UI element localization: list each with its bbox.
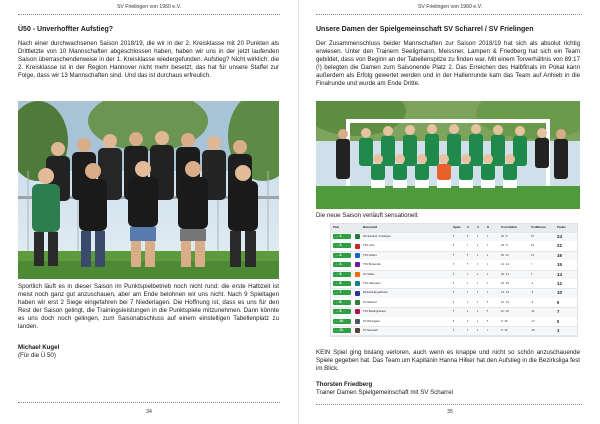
team-photo-u50 — [18, 101, 279, 279]
table-cell: 0 — [487, 244, 489, 248]
table-cell: 11 : 22 — [501, 310, 509, 314]
table-header-cell: Platz — [333, 226, 340, 229]
team-name: SV Weetzen — [363, 300, 378, 304]
table-header-cell: Spiele — [453, 226, 461, 229]
page-header: SV Frielingen von 1960 e.V. — [116, 4, 182, 10]
position-badge: → 9. — [333, 309, 351, 314]
team-name: SV Velber — [363, 272, 375, 276]
table-header-cell: N — [487, 226, 489, 229]
table-header-cell: U — [477, 226, 479, 229]
table-cell: 9 — [557, 299, 560, 305]
team-crest-icon — [355, 328, 360, 333]
table-cell: 14 : 19 — [501, 291, 509, 295]
footer-rule — [18, 402, 280, 403]
table-cell: 2 — [467, 310, 469, 314]
table-cell: 4 — [487, 282, 489, 285]
team-name: TSV Goltern — [363, 253, 378, 257]
table-cell: 1 — [557, 328, 560, 333]
team-crest-icon — [355, 253, 360, 258]
article-title: Unsere Damen der Spielgemeinschaft SV Scharrel / SV Frielingen — [316, 26, 534, 33]
table-cell: 10 — [557, 290, 562, 296]
table-cell: 8 — [453, 291, 455, 295]
position-badge: → 1. — [333, 234, 351, 239]
article-title: Ü50 - Unverhoffter Aufstieg? — [18, 26, 114, 33]
paragraph: Der Zusammenschluss beider Mannschaften zur Saison 2018/19 hat sich als absolut richtig erwiesen. Unter den Trainern Seeligmann, Meissner, Lampen & Friedberg hat sich ein Team gebildet, dass von Beginn an der Tabellenspitze zu finden war. Mit einem Torverhältnis von 89:17 (!) belegten die Damen zum Saisonende Platz 2. Das Erreichen des Halbfinals im Pokal kann außerdem als Erfolg gewertet werden und in der Hallenrunde kam das Team auf Anhieb in die Finalrunde und wurde am Ende Dritte. — [316, 40, 580, 87]
table-cell: 1 — [477, 329, 479, 332]
team-photo-damen-image — [316, 101, 580, 209]
table-cell: 12 — [557, 281, 562, 286]
table-cell: 9 : 26 — [501, 319, 508, 323]
article-intro — [18, 40, 279, 80]
left-page — [0, 0, 299, 424]
table-cell: 16 : 18 — [501, 282, 509, 285]
table-cell: 8 — [453, 272, 455, 276]
team-crest-icon — [355, 262, 360, 267]
position-badge: → 10. — [333, 319, 351, 324]
position-badge: → 5. — [333, 272, 351, 277]
author-block — [316, 381, 453, 397]
table-cell: 4 — [467, 282, 469, 285]
table-cell: 8 — [453, 329, 455, 332]
table-cell: 2 — [487, 253, 489, 257]
team-crest-icon — [355, 272, 360, 277]
standings-table — [330, 223, 578, 337]
table-cell: 1 — [477, 291, 479, 295]
position-badge: → 7. — [333, 290, 351, 295]
table-cell: 33 : 9 — [501, 244, 508, 248]
position-badge: → 4. — [333, 262, 351, 267]
position-badge: → 11. — [333, 328, 351, 333]
table-cell: 8 — [467, 235, 469, 238]
team-crest-icon — [355, 291, 360, 296]
table-cell: 24 — [531, 244, 534, 248]
table-cell: 8 — [453, 263, 455, 267]
team-name: TSV Barsinghausen — [363, 310, 387, 314]
table-cell: 8 — [453, 244, 455, 248]
table-cell: 1 — [477, 244, 479, 248]
table-cell: 7 — [467, 244, 469, 248]
table-cell: 2 — [477, 272, 479, 276]
page-number: 34 — [146, 409, 152, 415]
table-cell: 5 — [487, 310, 489, 314]
author-name: Thorsten Friedberg — [316, 381, 373, 388]
team-crest-icon — [355, 244, 360, 249]
table-cell: 2 — [487, 272, 489, 276]
position-badge: → 8. — [333, 300, 351, 305]
team-name: Eintracht Engelbostel — [363, 291, 388, 295]
table-cell: 5 — [487, 319, 489, 323]
table-cell: 14 — [531, 253, 534, 257]
table-cell: 5 — [467, 253, 469, 257]
right-page — [300, 0, 600, 424]
author-role: (Für die Ü 50) — [18, 351, 56, 359]
table-cell: 21 : 14 — [501, 263, 509, 267]
table-cell: 7 — [557, 309, 560, 315]
table-cell: 8 — [453, 235, 455, 238]
table-cell: 7 — [487, 329, 489, 332]
table-cell: 0 — [477, 235, 479, 238]
team-crest-icon — [355, 281, 360, 286]
table-cell: 5 — [467, 263, 469, 267]
article-intro — [316, 40, 580, 87]
table-cell: 1 — [467, 319, 469, 323]
team-name: SG Scharrel / Frielingen — [363, 235, 391, 238]
table-header-cell: Punkte — [557, 226, 566, 229]
table-header-cell: Mannschaft — [363, 226, 378, 229]
paragraph: Nach einer durchwachsenen Saison 2018/19, die wir in der 2. Kreisklasse mit 20 Punkten als Drittletzte von 10 Mannschaften abgeschlossen haben, haben wir uns in der jetzt laufenden Saison überraschenderweise in der 1. Kreisklasse wiedergefunden. Aufstieg? Nicht wirklich: die 2. Kreisklasse ist in der Region Hannover nicht mehr besetzt; das hat für unsere Staffel zur Folge, dass wir 13 Mannschaften sind. Und das ist durchaus erfreulich. — [18, 40, 279, 79]
table-cell: 7 — [531, 263, 533, 267]
table-cell: 5 — [487, 300, 489, 304]
team-crest-icon — [355, 319, 360, 324]
paragraph: Sportlich läuft es in dieser Saison im Punktspielbetrieb noch nicht rund: die erste Halbzeit ist meist noch ganz gut anzuschauen, aber am Ende belohnen wir uns nicht. Nach 9 Spieltagen haben wir erst 2 Siege eingefahren bei 7 Niederlagen. Die Hoffnung ist, dass es uns für den Rest der Saison gelingt, die Trainingsleistungen in die Punktspiele mitzunehmen. Dann könnte es uns doch noch gelingen, zum Saisonabschluss auf einem einstelligen Tabellenplatz zu landen. — [18, 283, 279, 330]
table-cell: 8 — [453, 253, 455, 257]
footer-rule — [316, 404, 582, 405]
header-rule — [18, 14, 280, 15]
table-cell: -11 — [531, 310, 535, 314]
table-cell: 0 — [477, 282, 479, 285]
table-cell: 5 — [557, 318, 560, 324]
team-name: SV Wennigsen — [363, 319, 381, 323]
position-badge: → 6. — [333, 281, 351, 286]
table-cell: -2 — [531, 282, 534, 285]
table-row — [331, 326, 577, 336]
table-cell: 8 — [453, 282, 455, 285]
team-photo-u50-image — [18, 101, 279, 279]
author-role: Trainer Damen Spielgemeinschaft mit SV Scharrel — [316, 388, 453, 396]
table-cell: 24 — [557, 234, 562, 239]
table-cell: 15 — [557, 262, 562, 268]
page-header: SV Frielingen von 1960 e.V. — [417, 4, 483, 10]
team-photo-damen — [316, 101, 580, 209]
team-name: TSV Lohe — [363, 244, 375, 248]
article-body — [18, 283, 279, 330]
team-crest-icon — [355, 300, 360, 305]
table-cell: 14 — [557, 271, 562, 277]
table-cell: -5 — [531, 291, 534, 295]
table-cell: 0 — [477, 300, 479, 304]
header-rule — [316, 14, 582, 15]
article-body — [316, 349, 580, 373]
table-caption: Die neue Saison verläuft sensationell: — [316, 212, 419, 219]
table-cell: -9 — [531, 300, 534, 304]
table-header-cell: S — [467, 226, 469, 229]
table-cell: 16 — [557, 252, 562, 258]
table-cell: 37 — [531, 235, 534, 238]
table-cell: 1 — [477, 310, 479, 314]
table-cell: 18 : 13 — [501, 272, 509, 276]
position-badge: → 2. — [333, 243, 351, 248]
table-cell: 42 : 5 — [501, 235, 508, 238]
table-cell: 2 — [477, 319, 479, 323]
table-cell: 3 — [487, 263, 489, 267]
table-cell: 0 — [487, 235, 489, 238]
team-name: FC Neustadt — [363, 329, 378, 332]
table-cell: 4 — [487, 291, 489, 295]
page-number: 35 — [447, 409, 453, 415]
team-name: TSV Bemerode — [363, 263, 381, 267]
table-cell: 8 — [453, 300, 455, 304]
position-badge: → 3. — [333, 253, 351, 258]
author-name: Michael Kugel — [18, 344, 60, 351]
paragraph: KEIN Spiel ging bislang verloren, auch wenn es knappe und nicht so schön anzuschauende Spiele gegeben hat. Das Team um Kapitänin Hanna Hilker hat den Aufstieg in die Bezirksliga fest im Blick. — [316, 349, 580, 372]
table-cell: 8 — [453, 319, 455, 323]
table-cell: 5 — [531, 272, 533, 276]
team-name: TSV Ottenstein — [363, 282, 381, 285]
table-cell: 3 — [467, 300, 469, 304]
team-crest-icon — [355, 309, 360, 314]
table-cell: 12 : 21 — [501, 300, 509, 304]
table-cell: 25 : 11 — [501, 253, 509, 257]
table-cell: 0 — [467, 329, 469, 332]
table-cell: 4 — [467, 272, 469, 276]
table-cell: 3 — [467, 291, 469, 295]
table-cell: -25 — [531, 329, 535, 332]
table-header-cell: Tordifferenz — [531, 226, 546, 229]
table-header-cell: Torverhältnis — [501, 226, 518, 229]
table-cell: -17 — [531, 319, 535, 323]
table-cell: 5 : 30 — [501, 329, 508, 332]
table-cell: 0 — [477, 263, 479, 267]
team-crest-icon — [355, 234, 360, 239]
table-cell: 22 — [557, 243, 562, 249]
table-cell: 1 — [477, 253, 479, 257]
table-cell: 8 — [453, 310, 455, 314]
author-block — [18, 344, 59, 360]
